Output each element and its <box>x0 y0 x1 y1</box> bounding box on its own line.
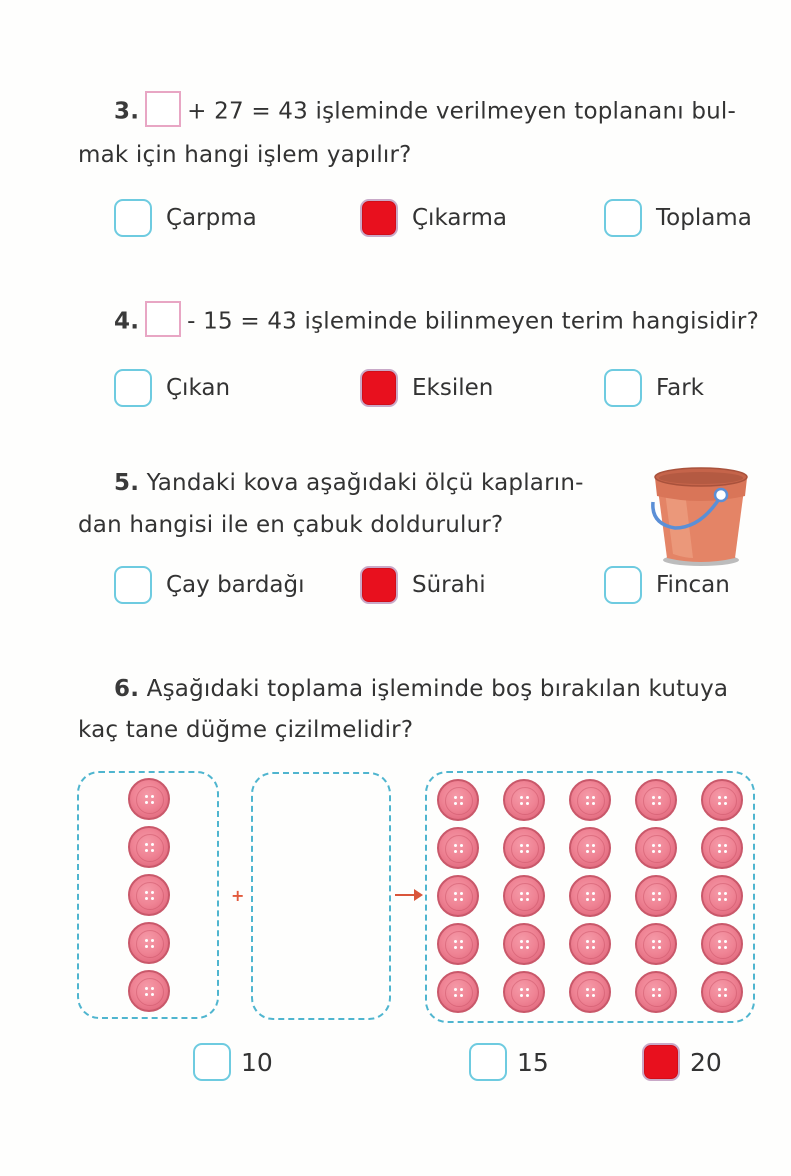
checkbox[interactable] <box>193 1043 231 1081</box>
option-label: Fark <box>656 375 704 401</box>
checkbox[interactable] <box>469 1043 507 1081</box>
button-icon <box>701 875 743 917</box>
button-icon <box>701 779 743 821</box>
question-3-text-1: + 27 = 43 işleminde verilmeyen toplananı bul- <box>187 98 737 125</box>
button-icon <box>635 923 677 965</box>
question-4-text-1: - 15 = 43 işleminde bilinmeyen terim hangisidir? <box>187 308 759 335</box>
question-3-blank-box[interactable] <box>145 91 181 127</box>
arrow-right-icon <box>395 894 421 896</box>
question-6-line-1 <box>114 674 728 704</box>
option-label: Eksilen <box>412 375 494 401</box>
button-icon <box>569 971 611 1013</box>
question-3-option-cikarma[interactable] <box>360 198 507 238</box>
question-6-option-10[interactable] <box>193 1042 273 1082</box>
question-6-option-15[interactable] <box>469 1042 549 1082</box>
option-label: Fincan <box>656 572 730 598</box>
button-icon <box>437 875 479 917</box>
button-icon <box>128 778 170 820</box>
checkbox[interactable] <box>114 369 152 407</box>
question-4-option-fark[interactable] <box>604 368 704 408</box>
left-buttons-column <box>128 778 170 1012</box>
option-label: Sürahi <box>412 572 486 598</box>
question-6-line-2: kaç tane düğme çizilmelidir? <box>78 717 414 743</box>
option-label: 20 <box>690 1047 722 1077</box>
button-icon <box>128 970 170 1012</box>
question-4-option-eksilen[interactable] <box>360 368 493 408</box>
question-5-option-cay-bardagi[interactable] <box>114 565 305 605</box>
button-icon <box>437 827 479 869</box>
checkbox-checked[interactable] <box>642 1043 680 1081</box>
question-6-text-1: Aşağıdaki toplama işleminde boş bırakılan kutuya <box>146 676 729 702</box>
option-label: Çıkarma <box>412 205 508 231</box>
button-icon <box>569 923 611 965</box>
question-5-line-2: dan hangisi ile en çabuk doldurulur? <box>78 512 504 538</box>
button-icon <box>569 779 611 821</box>
checkbox[interactable] <box>114 566 152 604</box>
checkbox-checked[interactable] <box>360 566 398 604</box>
button-icon <box>701 971 743 1013</box>
question-5-option-fincan[interactable] <box>604 565 730 605</box>
option-label: 15 <box>517 1047 549 1077</box>
question-3-line-1 <box>114 94 736 130</box>
button-icon <box>128 922 170 964</box>
button-icon <box>701 827 743 869</box>
button-icon <box>503 875 545 917</box>
button-icon <box>128 874 170 916</box>
button-icon <box>437 923 479 965</box>
button-icon <box>437 779 479 821</box>
button-icon <box>503 923 545 965</box>
checkbox-checked[interactable] <box>360 199 398 237</box>
question-5-text-1: Yandaki kova aşağıdaki ölçü kapların- <box>146 470 584 496</box>
checkbox[interactable] <box>604 369 642 407</box>
button-icon <box>128 826 170 868</box>
button-icon <box>635 827 677 869</box>
question-3-option-carpma[interactable] <box>114 198 257 238</box>
button-icon <box>569 875 611 917</box>
option-label: 10 <box>241 1047 273 1077</box>
option-label: Toplama <box>656 205 752 231</box>
option-label: Çarpma <box>166 205 257 231</box>
question-6-number: 6. <box>114 676 140 702</box>
question-5-line-1 <box>114 468 584 498</box>
empty-answer-box[interactable] <box>251 772 391 1020</box>
button-icon <box>635 875 677 917</box>
question-4-line-1 <box>114 304 759 340</box>
option-label: Çay bardağı <box>166 572 305 598</box>
button-icon <box>635 779 677 821</box>
checkbox-checked[interactable] <box>360 369 398 407</box>
plus-icon: + <box>231 886 245 905</box>
question-4-number: 4. <box>114 308 140 335</box>
question-3-number: 3. <box>114 98 140 125</box>
question-4-option-cikan[interactable] <box>114 368 230 408</box>
question-4-blank-box[interactable] <box>145 301 181 337</box>
button-icon <box>503 779 545 821</box>
button-icon <box>701 923 743 965</box>
option-label: Çıkan <box>166 375 231 401</box>
checkbox[interactable] <box>114 199 152 237</box>
button-icon <box>569 827 611 869</box>
button-icon <box>503 971 545 1013</box>
button-icon <box>437 971 479 1013</box>
question-3-option-toplama[interactable] <box>604 198 752 238</box>
question-5-option-surahi[interactable] <box>360 565 486 605</box>
result-buttons-grid <box>437 779 743 1013</box>
question-3-line-2: mak için hangi işlem yapılır? <box>78 142 412 168</box>
bucket-icon <box>645 462 755 568</box>
question-6-option-20[interactable] <box>642 1042 722 1082</box>
checkbox[interactable] <box>604 566 642 604</box>
button-icon <box>503 827 545 869</box>
question-5-number: 5. <box>114 470 140 496</box>
checkbox[interactable] <box>604 199 642 237</box>
button-icon <box>635 971 677 1013</box>
